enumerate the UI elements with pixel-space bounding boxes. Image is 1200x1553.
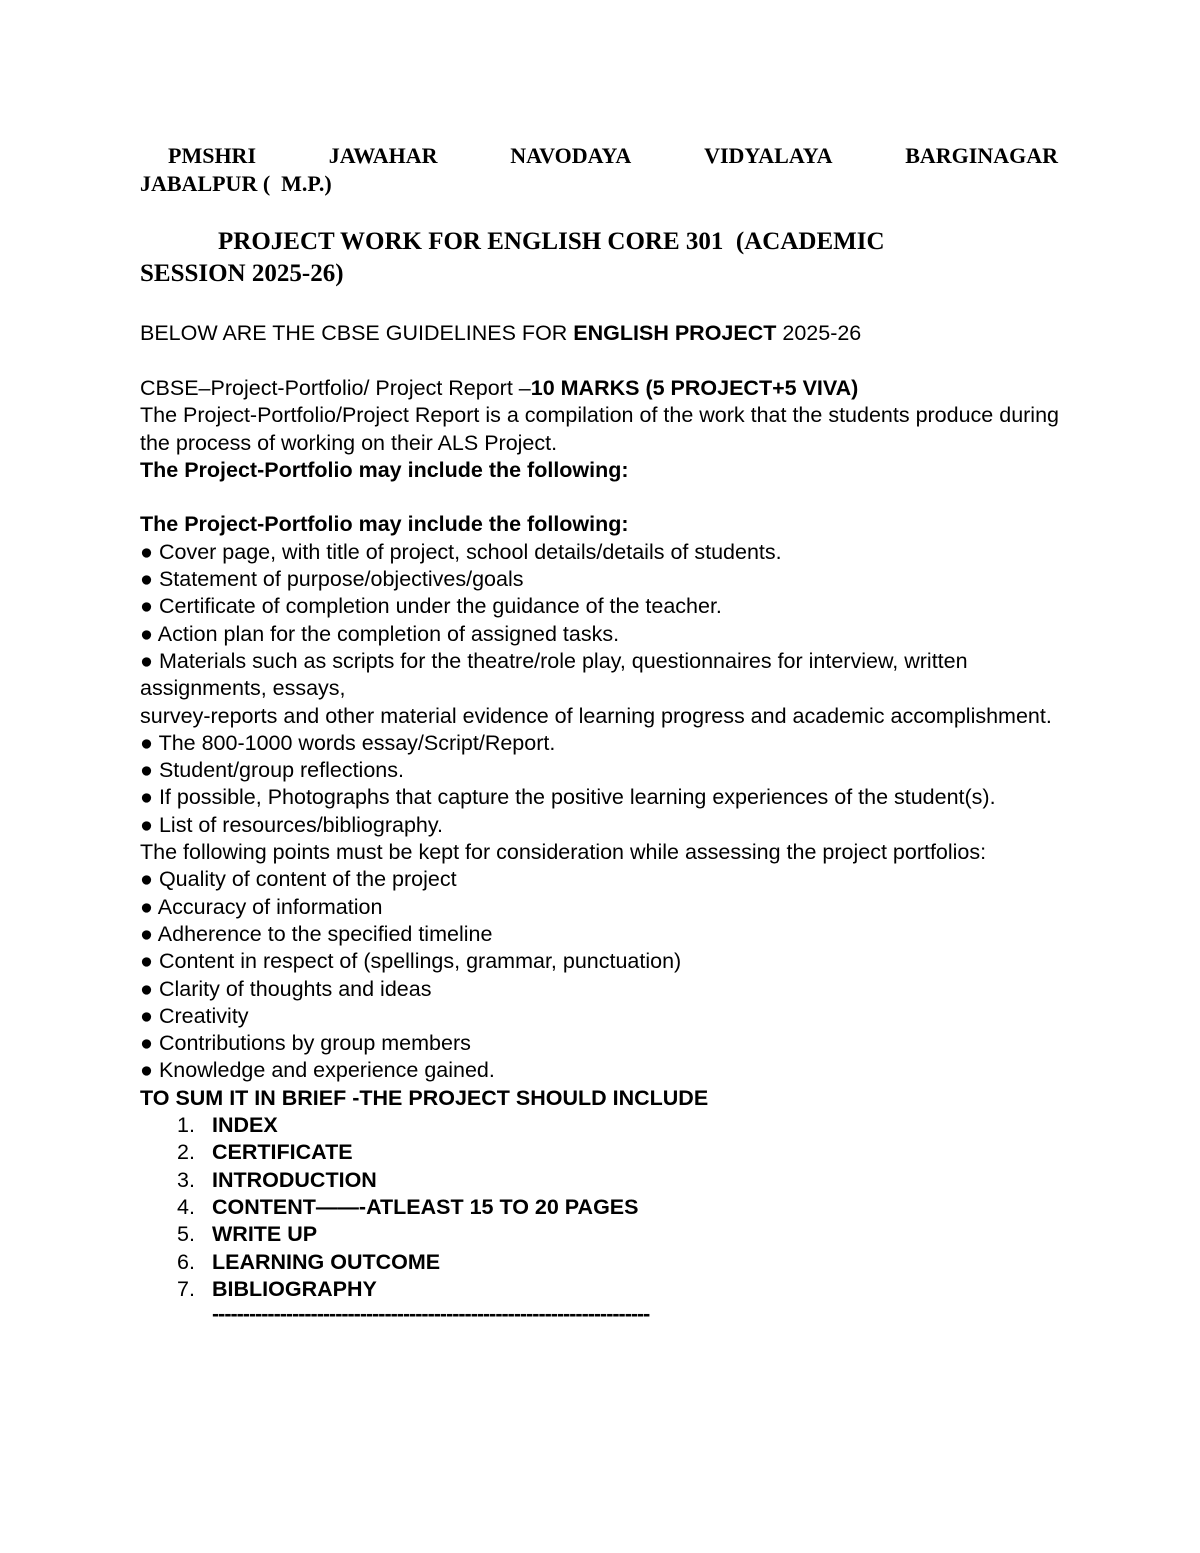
project-title-line2: SESSION 2025-26) — [140, 260, 344, 287]
guidelines-prefix: BELOW ARE THE CBSE GUIDELINES FOR — [140, 321, 574, 345]
school-word: BARGINAGAR — [905, 143, 1058, 168]
item-number: 7. — [177, 1276, 195, 1301]
list-item: ● Cover page, with title of project, school details/details of students. — [140, 539, 782, 564]
guidelines-bold: ENGLISH PROJECT — [573, 321, 777, 345]
school-name-line1 — [168, 143, 1058, 169]
item-number: 1. — [177, 1113, 195, 1138]
school-word: NAVODAYA — [510, 143, 632, 168]
list-item: ● Accuracy of information — [140, 894, 383, 919]
list-item: ● Content in respect of (spellings, grammar, punctuation) — [140, 949, 682, 974]
portfolio-heading-repeat: The Project-Portfolio may include the following: — [140, 512, 629, 537]
list-item: ● Action plan for the completion of assigned tasks. — [140, 621, 620, 646]
item-number: 4. — [177, 1194, 195, 1219]
item-text: WRITE UP — [212, 1222, 318, 1247]
guidelines-suffix: 2025-26 — [776, 321, 862, 345]
list-item: survey-reports and other material evidence of learning progress and academic accomplishment. — [140, 703, 1052, 728]
marks-prefix: CBSE–Project-Portfolio/ Project Report – — [140, 376, 531, 400]
item-text: INDEX — [212, 1113, 278, 1138]
item-number: 3. — [177, 1167, 195, 1192]
project-title-line1: PROJECT WORK FOR ENGLISH CORE 301 (ACADEMIC — [218, 228, 885, 255]
list-item: ● Materials such as scripts for the theatre/role play, questionnaires for interview, written assignments, essays, — [140, 648, 968, 701]
school-name-line2: JABALPUR ( M.P.) — [140, 171, 332, 196]
item-text: BIBLIOGRAPHY — [212, 1276, 377, 1301]
list-item: ● Knowledge and experience gained. — [140, 1058, 495, 1083]
list-item: ● The 800-1000 words essay/Script/Report. — [140, 730, 556, 755]
guidelines-line — [140, 320, 1080, 347]
list-item: ● List of resources/bibliography. — [140, 812, 443, 837]
assessment-intro: The following points must be kept for consideration while assessing the project portfolios: — [140, 840, 987, 865]
summary-item — [140, 1139, 1080, 1166]
summary-list — [140, 1112, 1080, 1303]
list-item: ● Quality of content of the project — [140, 867, 457, 892]
summary-item — [140, 1221, 1080, 1248]
summary-item — [140, 1167, 1080, 1194]
item-number: 6. — [177, 1249, 195, 1274]
school-word: JAWAHAR — [328, 143, 438, 168]
summary-item — [140, 1276, 1080, 1303]
list-item: ● Contributions by group members — [140, 1031, 471, 1056]
list-item: ● Student/group reflections. — [140, 758, 404, 783]
item-text: LEARNING OUTCOME — [212, 1249, 441, 1274]
item-number: 5. — [177, 1222, 195, 1247]
portfolio-list — [140, 539, 1080, 839]
summary-heading: TO SUM IT IN BRIEF -THE PROJECT SHOULD INCLUDE — [140, 1085, 709, 1110]
list-item: ● Clarity of thoughts and ideas — [140, 976, 432, 1001]
item-text: CERTIFICATE — [212, 1140, 353, 1165]
list-item: ● If possible, Photographs that capture the positive learning experiences of the student(s). — [140, 785, 996, 810]
closing-rule: ----------------------------------------------------------------------- — [212, 1302, 650, 1327]
item-text: CONTENT——-ATLEAST 15 TO 20 PAGES — [212, 1194, 639, 1219]
assessment-list — [140, 866, 1080, 1084]
item-number: 2. — [177, 1140, 195, 1165]
summary-item — [140, 1112, 1080, 1139]
portfolio-heading: The Project-Portfolio may include the following: — [140, 457, 629, 482]
marks-line — [140, 375, 1080, 402]
list-item: ● Adherence to the specified timeline — [140, 921, 493, 946]
summary-item — [140, 1194, 1080, 1221]
list-item: ● Creativity — [140, 1003, 249, 1028]
school-word: VIDYALAYA — [704, 143, 833, 168]
school-word: PMSHRI — [168, 143, 256, 168]
list-item: ● Statement of purpose/objectives/goals — [140, 567, 524, 592]
summary-item — [140, 1249, 1080, 1276]
list-item: ● Certificate of completion under the guidance of the teacher. — [140, 594, 722, 619]
blank-line — [140, 484, 1080, 511]
marks-bold: 10 MARKS (5 PROJECT+5 VIVA) — [530, 376, 859, 400]
main-content — [140, 375, 1080, 1325]
item-text: INTRODUCTION — [212, 1167, 377, 1192]
intro-paragraph: The Project-Portfolio/Project Report is a compilation of the work that the students produce during the process of working on their ALS Project. — [140, 403, 1059, 455]
